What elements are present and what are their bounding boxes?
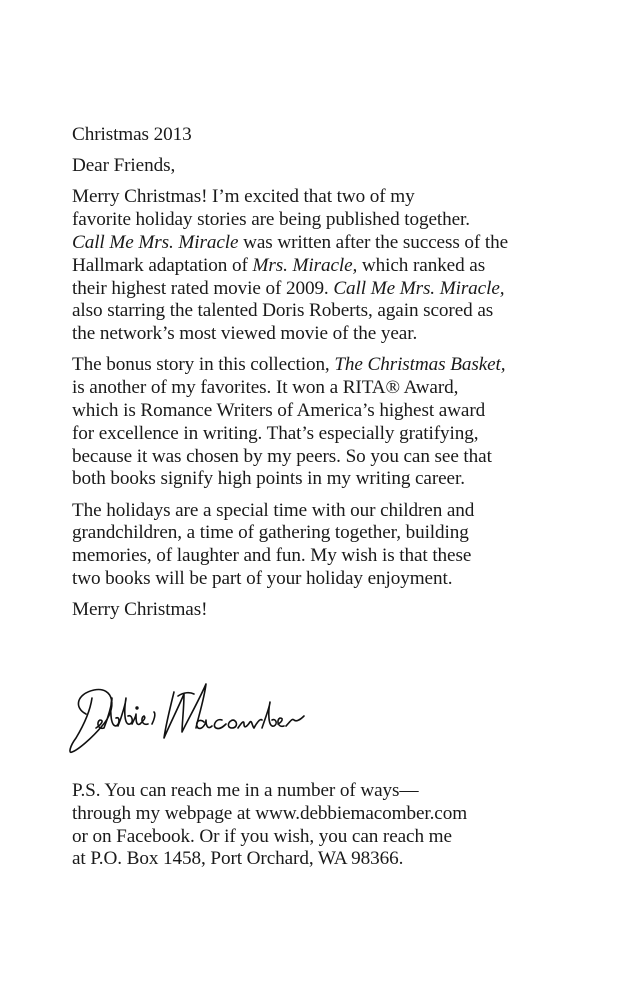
salutation: Dear Friends, xyxy=(72,155,176,177)
paragraph-2 xyxy=(72,354,572,491)
text-line xyxy=(72,568,572,591)
text-run: The holidays are a special time with our children and xyxy=(72,499,475,521)
text-line xyxy=(72,446,572,469)
text-line xyxy=(72,400,572,423)
text-line xyxy=(72,278,572,301)
text-line xyxy=(72,377,572,400)
postscript xyxy=(72,780,572,871)
text-run: because it was chosen by my peers. So you can see that xyxy=(72,445,492,467)
postscript-line: through my webpage at www.debbiemacomber.com xyxy=(72,802,468,824)
text-run: for excellence in writing. That’s especially gratifying, xyxy=(72,422,479,444)
text-run: grandchildren, a time of gathering together, building xyxy=(72,522,469,544)
text-run: which ranked as xyxy=(357,254,486,276)
text-line xyxy=(72,209,572,232)
text-line xyxy=(72,232,572,255)
postscript-line: at P.O. Box 1458, Port Orchard, WA 98366. xyxy=(72,848,404,870)
text-run: memories, of laughter and fun. My wish is that these xyxy=(72,545,472,567)
text-run: the network’s most viewed movie of the year. xyxy=(72,323,418,345)
text-run: Merry Christmas! I’m excited that two of my xyxy=(72,186,415,208)
text-run: The bonus story in this collection, xyxy=(72,354,335,376)
closing: Merry Christmas! xyxy=(72,599,208,621)
postscript-line: or on Facebook. Or if you wish, you can reach me xyxy=(72,825,452,847)
text-line xyxy=(72,354,572,377)
paragraph-3 xyxy=(72,500,572,591)
text-line xyxy=(72,468,572,491)
text-line xyxy=(72,423,572,446)
italic-title: Mrs. Miracle, xyxy=(252,254,358,276)
text-run: is another of my favorites. It won a RITA® Award, xyxy=(72,377,459,399)
paragraph-1 xyxy=(72,186,572,346)
text-run: their highest rated movie of 2009. xyxy=(72,277,334,299)
text-run: both books signify high points in my writing career. xyxy=(72,468,465,490)
text-line xyxy=(72,522,572,545)
letter-body xyxy=(72,124,572,622)
text-line xyxy=(72,545,572,568)
text-line xyxy=(72,186,572,209)
postscript-line: P.S. You can reach me in a number of ways— xyxy=(72,780,419,801)
text-line xyxy=(72,323,572,346)
text-run: which is Romance Writers of America’s highest award xyxy=(72,399,486,421)
text-line xyxy=(72,255,572,278)
text-run: also starring the talented Doris Roberts, again scored as xyxy=(72,300,494,322)
text-run: was written after the success of the xyxy=(238,231,509,253)
signature-icon xyxy=(66,668,316,768)
text-run: two books will be part of your holiday enjoyment. xyxy=(72,567,453,589)
text-run: Hallmark adaptation of xyxy=(72,254,253,276)
text-line xyxy=(72,300,572,323)
signature xyxy=(66,668,316,768)
text-line xyxy=(72,500,572,523)
italic-title: Call Me Mrs. Miracle, xyxy=(333,277,505,299)
italic-title: Call Me Mrs. Miracle xyxy=(72,231,239,253)
text-run: favorite holiday stories are being published together. xyxy=(72,209,470,231)
letter-date: Christmas 2013 xyxy=(72,124,192,145)
italic-title: The Christmas Basket, xyxy=(334,354,506,376)
